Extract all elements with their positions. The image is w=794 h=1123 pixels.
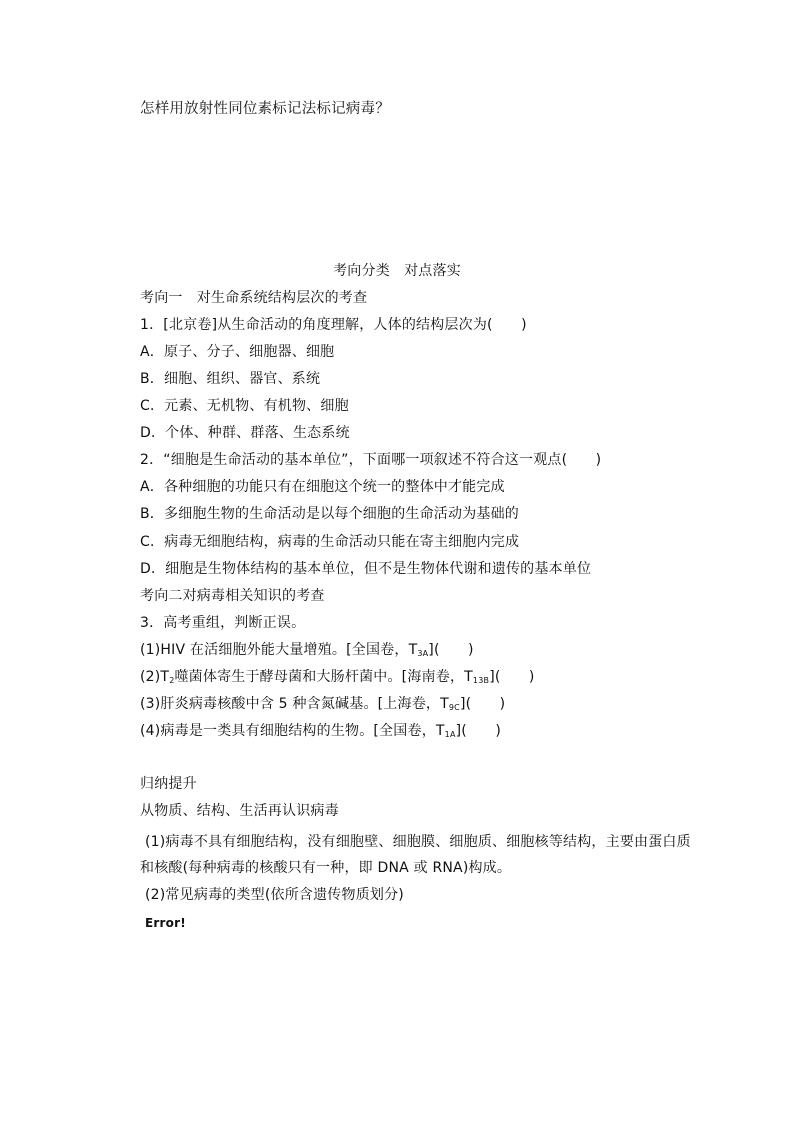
q3-item-4: (4)病毒是一类具有细胞结构的生物。[全国卷，$T_{1A}$]( ) (140, 723, 502, 739)
summary-p2: (2)常见病毒的类型(依所含遗传物质划分) (145, 887, 404, 903)
summary-heading: 归纳提升 (140, 776, 197, 792)
q3-item-3: (3)肝炎病毒核酸中含 5 种含氮碱基。[上海卷，$T_{9C}$]( ) (140, 696, 506, 712)
part2-heading: 考向二对病毒相关知识的考查 (140, 588, 325, 604)
part1-heading: 考向一 对生命系统结构层次的考查 (140, 290, 368, 306)
error-text: Error! (145, 916, 186, 930)
q3-stem: 3．高考重组，判断正误。 (140, 615, 306, 631)
q2-option-a: A．各种细胞的功能只有在细胞这个统一的整体中才能完成 (140, 479, 505, 495)
q1-stem: 1．[北京卷]从生命活动的角度理解，人体的结构层次为( ) (140, 317, 527, 333)
q1-option-d: D．个体、种群、群落、生态系统 (140, 425, 350, 441)
q1-option-b: B．细胞、组织、器官、系统 (140, 371, 321, 387)
q2-option-c: C．病毒无细胞结构，病毒的生命活动只能在寄主细胞内完成 (140, 534, 520, 550)
summary-p1-line1: (1)病毒不具有细胞结构，没有细胞壁、细胞膜、细胞质、细胞核等结构，主要由蛋白质 (145, 834, 691, 850)
q2-option-b: B．多细胞生物的生命活动是以每个细胞的生命活动为基础的 (140, 506, 520, 522)
q3-item-1: (1)HIV 在活细胞外能大量增殖。[全国卷，$T_{3A}$]( ) (140, 642, 474, 658)
q2-stem: 2．“细胞是生命活动的基本单位”，下面哪一项叙述不符合这一观点( ) (140, 452, 602, 468)
q2-option-d: D．细胞是生物体结构的基本单位，但不是生物体代谢和遗传的基本单位 (140, 561, 592, 577)
intro-question: 怎样用放射性同位素标记法标记病毒？ (140, 101, 390, 117)
q3-item-2: $(2)T_2$噬菌体寄生于酵母菌和大肠杆菌中。[海南卷，$T_{13B}$]( ) (140, 669, 535, 685)
q1-option-a: A．原子、分子、细胞器、细胞 (140, 344, 335, 360)
q1-option-c: C．元素、无机物、有机物、细胞 (140, 398, 349, 414)
summary-p1-line2: 和核酸(每种病毒的核酸只有一种，即 DNA 或 RNA)构成。 (140, 860, 512, 876)
section-title: 考向分类 对点落实 (333, 263, 461, 279)
summary-subheading: 从物质、结构、生活再认识病毒 (140, 803, 339, 819)
